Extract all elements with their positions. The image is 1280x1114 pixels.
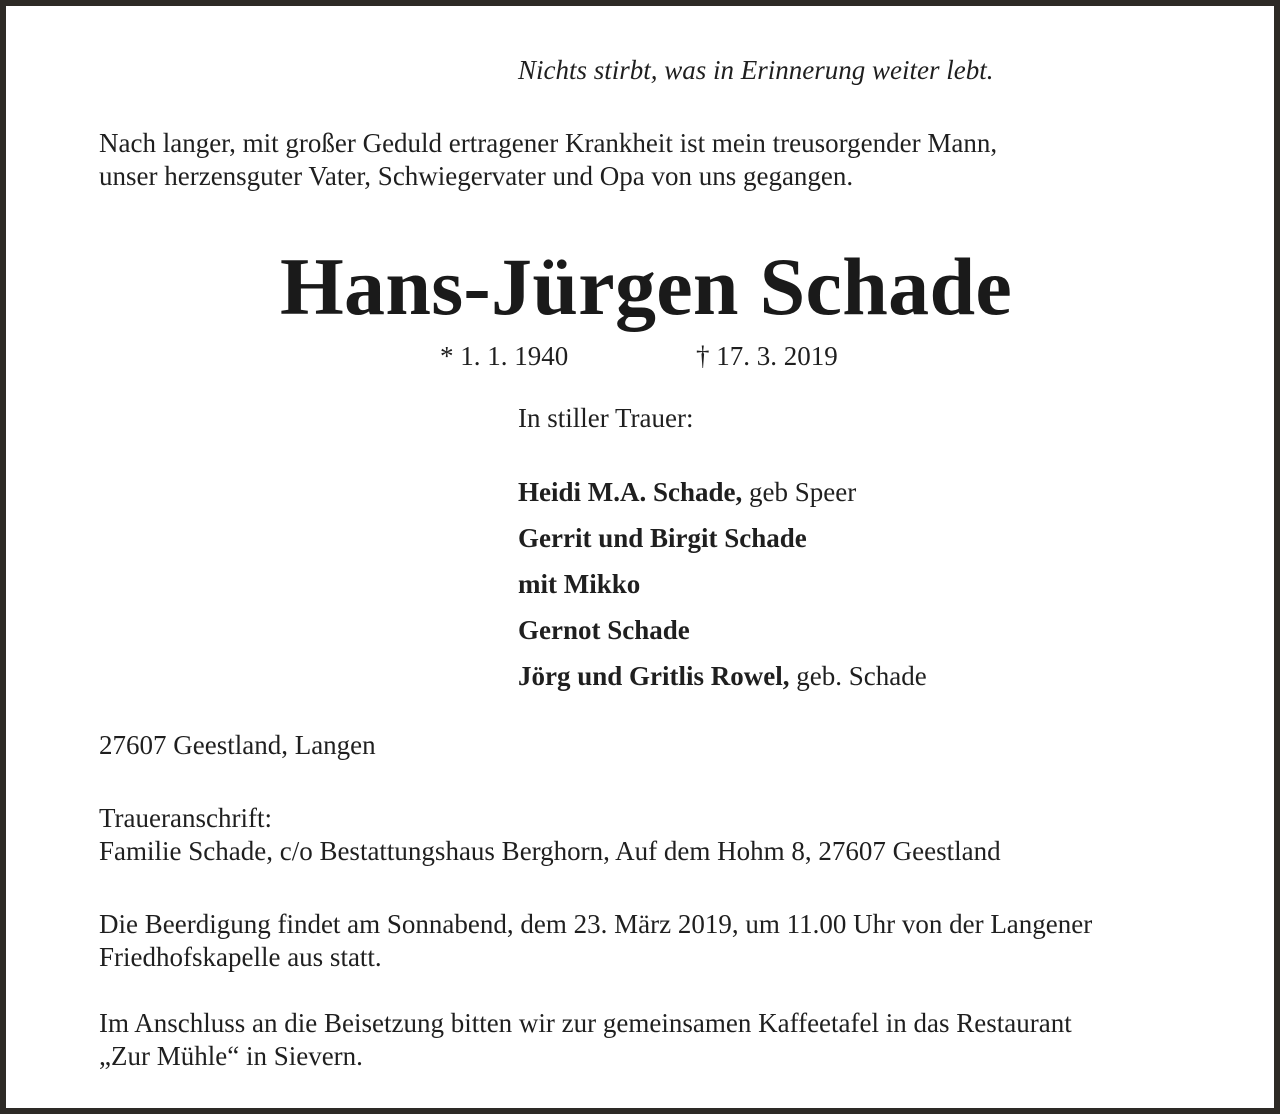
mourner-name: Heidi M.A. Schade, (518, 477, 743, 507)
reception-info (99, 1007, 1072, 1073)
funeral-line: Friedhofskapelle aus statt. (99, 942, 382, 972)
mourning-address-line: Familie Schade, c/o Bestattungshaus Berghorn, Auf dem Hohm 8, 27607 Geestland (99, 836, 1001, 866)
deceased-name: Hans-Jürgen Schade (279, 241, 1013, 332)
mourner-name: mit Mikko (518, 569, 641, 599)
mourner-entry (518, 520, 927, 566)
mourning-address-label: Traueranschrift: (99, 803, 272, 833)
mourning-address (99, 802, 1001, 868)
memorial-motto: Nichts stirbt, was in Erinnerung weiter lebt. (518, 55, 994, 85)
mourner-note: geb. Schade (789, 661, 927, 691)
intro-text (99, 127, 997, 193)
funeral-line: Die Beerdigung findet am Sonnabend, dem 23. März 2019, um 11.00 Uhr von der Langener (99, 909, 1093, 939)
mourner-name: Gernot Schade (518, 615, 690, 645)
reception-line: Im Anschluss an die Beisetzung bitten wir zur gemeinsamen Kaffeetafel in das Restaurant (99, 1008, 1072, 1038)
mourner-entry (518, 658, 927, 704)
mourning-heading: In stiller Trauer: (518, 403, 694, 433)
funeral-info (99, 908, 1092, 974)
intro-line: Nach langer, mit großer Geduld ertragener Krankheit ist mein treusorgender Mann, (99, 128, 998, 158)
mourners-list (518, 474, 927, 704)
mourner-name: Gerrit und Birgit Schade (518, 523, 807, 553)
intro-line: unser herzensguter Vater, Schwiegervater und Opa von uns gegangen. (99, 161, 854, 191)
reception-line: „Zur Mühle“ in Sievern. (99, 1041, 363, 1071)
mourner-name: Jörg und Gritlis Rowel, (518, 661, 790, 691)
birth-date: * 1. 1. 1940 (440, 341, 569, 371)
place-of-residence: 27607 Geestland, Langen (99, 730, 376, 760)
mourner-entry (518, 612, 927, 658)
mourner-entry (518, 566, 927, 612)
death-date: † 17. 3. 2019 (696, 341, 838, 371)
mourner-entry (518, 474, 927, 520)
mourner-note: geb Speer (742, 477, 857, 507)
